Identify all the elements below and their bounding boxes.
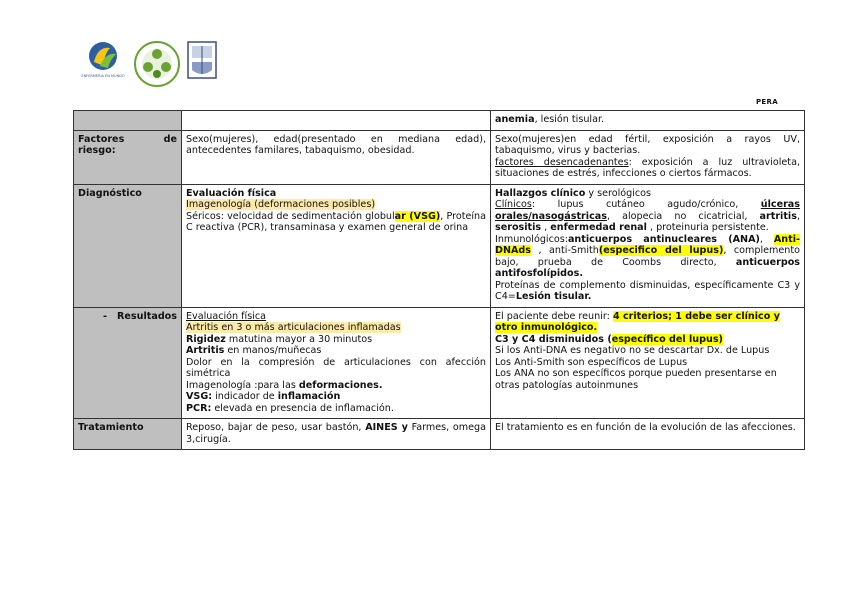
cell-text: Proteínas de complemento disminuidas, específicamente C3 y C4= (495, 279, 800, 302)
cell-text: Sexo(mujeres)en edad fértil, exposición a rayos UV, tabaquismo, virus y bacterias. (495, 133, 800, 156)
highlighted-text: Artritis en 3 o más articulaciones inflamadas (186, 322, 401, 333)
cell-text: Farmes, omega 3,cirugía. (186, 422, 486, 445)
cell-text: Los ANA no son específicos porque pueden presentarse en otras patologías autoinmunes (495, 368, 777, 391)
cell-heading: Evaluación física (186, 310, 267, 322)
table-cell (491, 419, 805, 450)
table-cell (182, 184, 491, 307)
cell-text: , (541, 222, 551, 233)
table-cell (182, 307, 491, 419)
highlighted-text: específico del lupus) (611, 333, 723, 345)
enfermeria-logo (80, 40, 126, 88)
cell-text: artritis (759, 210, 797, 222)
table-cell (182, 419, 491, 450)
cell-text: Inmunológicos: (495, 233, 568, 245)
row-label-resultados (74, 307, 182, 419)
table-cell (491, 111, 805, 131)
cell-text: Imagenología :para las (186, 379, 299, 391)
highlighted-text: ar (VSG) (394, 210, 441, 222)
table-cell (491, 184, 805, 307)
cell-text: enfermedad renal (550, 222, 647, 233)
highlighted-text: Imagenología (deformaciones posibles) (186, 199, 376, 210)
highlighted-text: Anti-DNAds (495, 233, 800, 256)
cell-text: , proteinuria persistente. (646, 222, 769, 233)
cell-text: anticuerpos antifosfolípidos. (495, 256, 800, 279)
cell-text: AINES y (365, 422, 408, 433)
cell-text: El tratamiento es en función de la evolución de las afecciones. (495, 422, 796, 433)
table-row (74, 307, 805, 419)
lupus-info-table (73, 110, 805, 450)
cell-text: úlceras orales/nasogástricas (495, 199, 800, 222)
table-row (74, 111, 805, 131)
cell-text: : exposición a luz ultravioleta, situaciones de estrés, infecciones o ciertos fármacos. (495, 156, 800, 179)
cell-text: Si los Anti-DNA es negativo no se descartar Dx. de Lupus (495, 345, 770, 356)
cell-text: Séricos: velocidad de sedimentación globul (186, 210, 395, 222)
cell-text: C3 y C4 disminuidos ( (495, 333, 612, 345)
label-text: - Resultados (103, 310, 177, 322)
cell-text: : lupus cutáneo agudo/crónico, (531, 199, 761, 210)
cell-text: , anti-Smith (531, 245, 599, 256)
crest-icon (186, 40, 218, 82)
university-seal-icon (133, 40, 181, 88)
row-label-tratamiento (74, 419, 182, 450)
cell-text: , alopecia no cicatricial, (606, 210, 760, 222)
cell-text: El paciente debe reunir: (495, 310, 613, 322)
cell-heading: Evaluación física (186, 187, 277, 199)
cell-text: Lesión tisular. (515, 291, 592, 302)
row-label-factores (74, 130, 182, 184)
cell-text: deformaciones. (298, 379, 383, 391)
table-row (74, 184, 805, 307)
table-cell (491, 130, 805, 184)
table-cell (491, 307, 805, 419)
cell-text: PCR: (186, 402, 212, 414)
cell-text: factores desencadenantes (495, 156, 629, 168)
label-text: Diagnóstico (78, 187, 142, 199)
cell-text: en manos/muñecas (224, 345, 322, 356)
cell-text: matutina mayor a 30 minutos (225, 333, 373, 345)
highlighted-text: (especifico del lupus) (598, 245, 724, 256)
cell-text: , complemento bajo, prueba de Coombs directo, (495, 245, 800, 268)
row-label-cell (74, 111, 182, 131)
cell-text: Sexo(mujeres), edad(presentado en mediana edad), antecedentes familares, tabaquismo, obesidad. (186, 133, 486, 156)
table-cell (182, 130, 491, 184)
table-row (74, 130, 805, 184)
label-text: Tratamiento (78, 422, 144, 433)
cell-text: serositis (495, 222, 542, 233)
cell-text: , Proteína C reactiva (PCR), transaminasa y examen general de orina (186, 210, 486, 233)
table-row (74, 419, 805, 450)
cell-text: , (796, 210, 800, 222)
cell-text: anticuerpos antinucleares (ANA) (567, 233, 760, 245)
cell-text: Reposo, bajar de peso, usar bastón, (186, 422, 366, 433)
table-cell (182, 111, 491, 131)
cell-text: inflamación (277, 391, 341, 402)
cell-heading: Hallazgos clínico (495, 187, 586, 199)
label-text: riesgo: (78, 145, 116, 156)
cell-text: indicador de (212, 391, 278, 402)
cell-text: , (759, 233, 774, 245)
cell-text: Rigidez (186, 333, 226, 345)
cell-text: , lesión tisular. (534, 114, 605, 125)
cell-text: Artritis (186, 345, 225, 356)
page-label: PERA (756, 98, 778, 106)
logo-caption: ENFERMERIA EN MUNDO (81, 74, 125, 78)
cell-text: VSG: (186, 391, 213, 402)
row-label-diagnostico (74, 184, 182, 307)
cell-text: Los Anti-Smith son específicos de Lupus (495, 356, 688, 368)
cell-text: Dolor en la compresión de articulaciones con afección simétrica (186, 356, 486, 379)
label-text: Factores (78, 133, 125, 145)
highlighted-text: 4 criterios; 1 debe ser clínico y otro inmunológico. (495, 310, 780, 333)
cell-text: anemia (495, 114, 535, 125)
cell-text: y serológicos (585, 187, 652, 199)
cell-text: elevada en presencia de inflamación. (211, 402, 394, 414)
cell-text: Clínicos (495, 199, 532, 210)
label-text: de (163, 133, 177, 145)
